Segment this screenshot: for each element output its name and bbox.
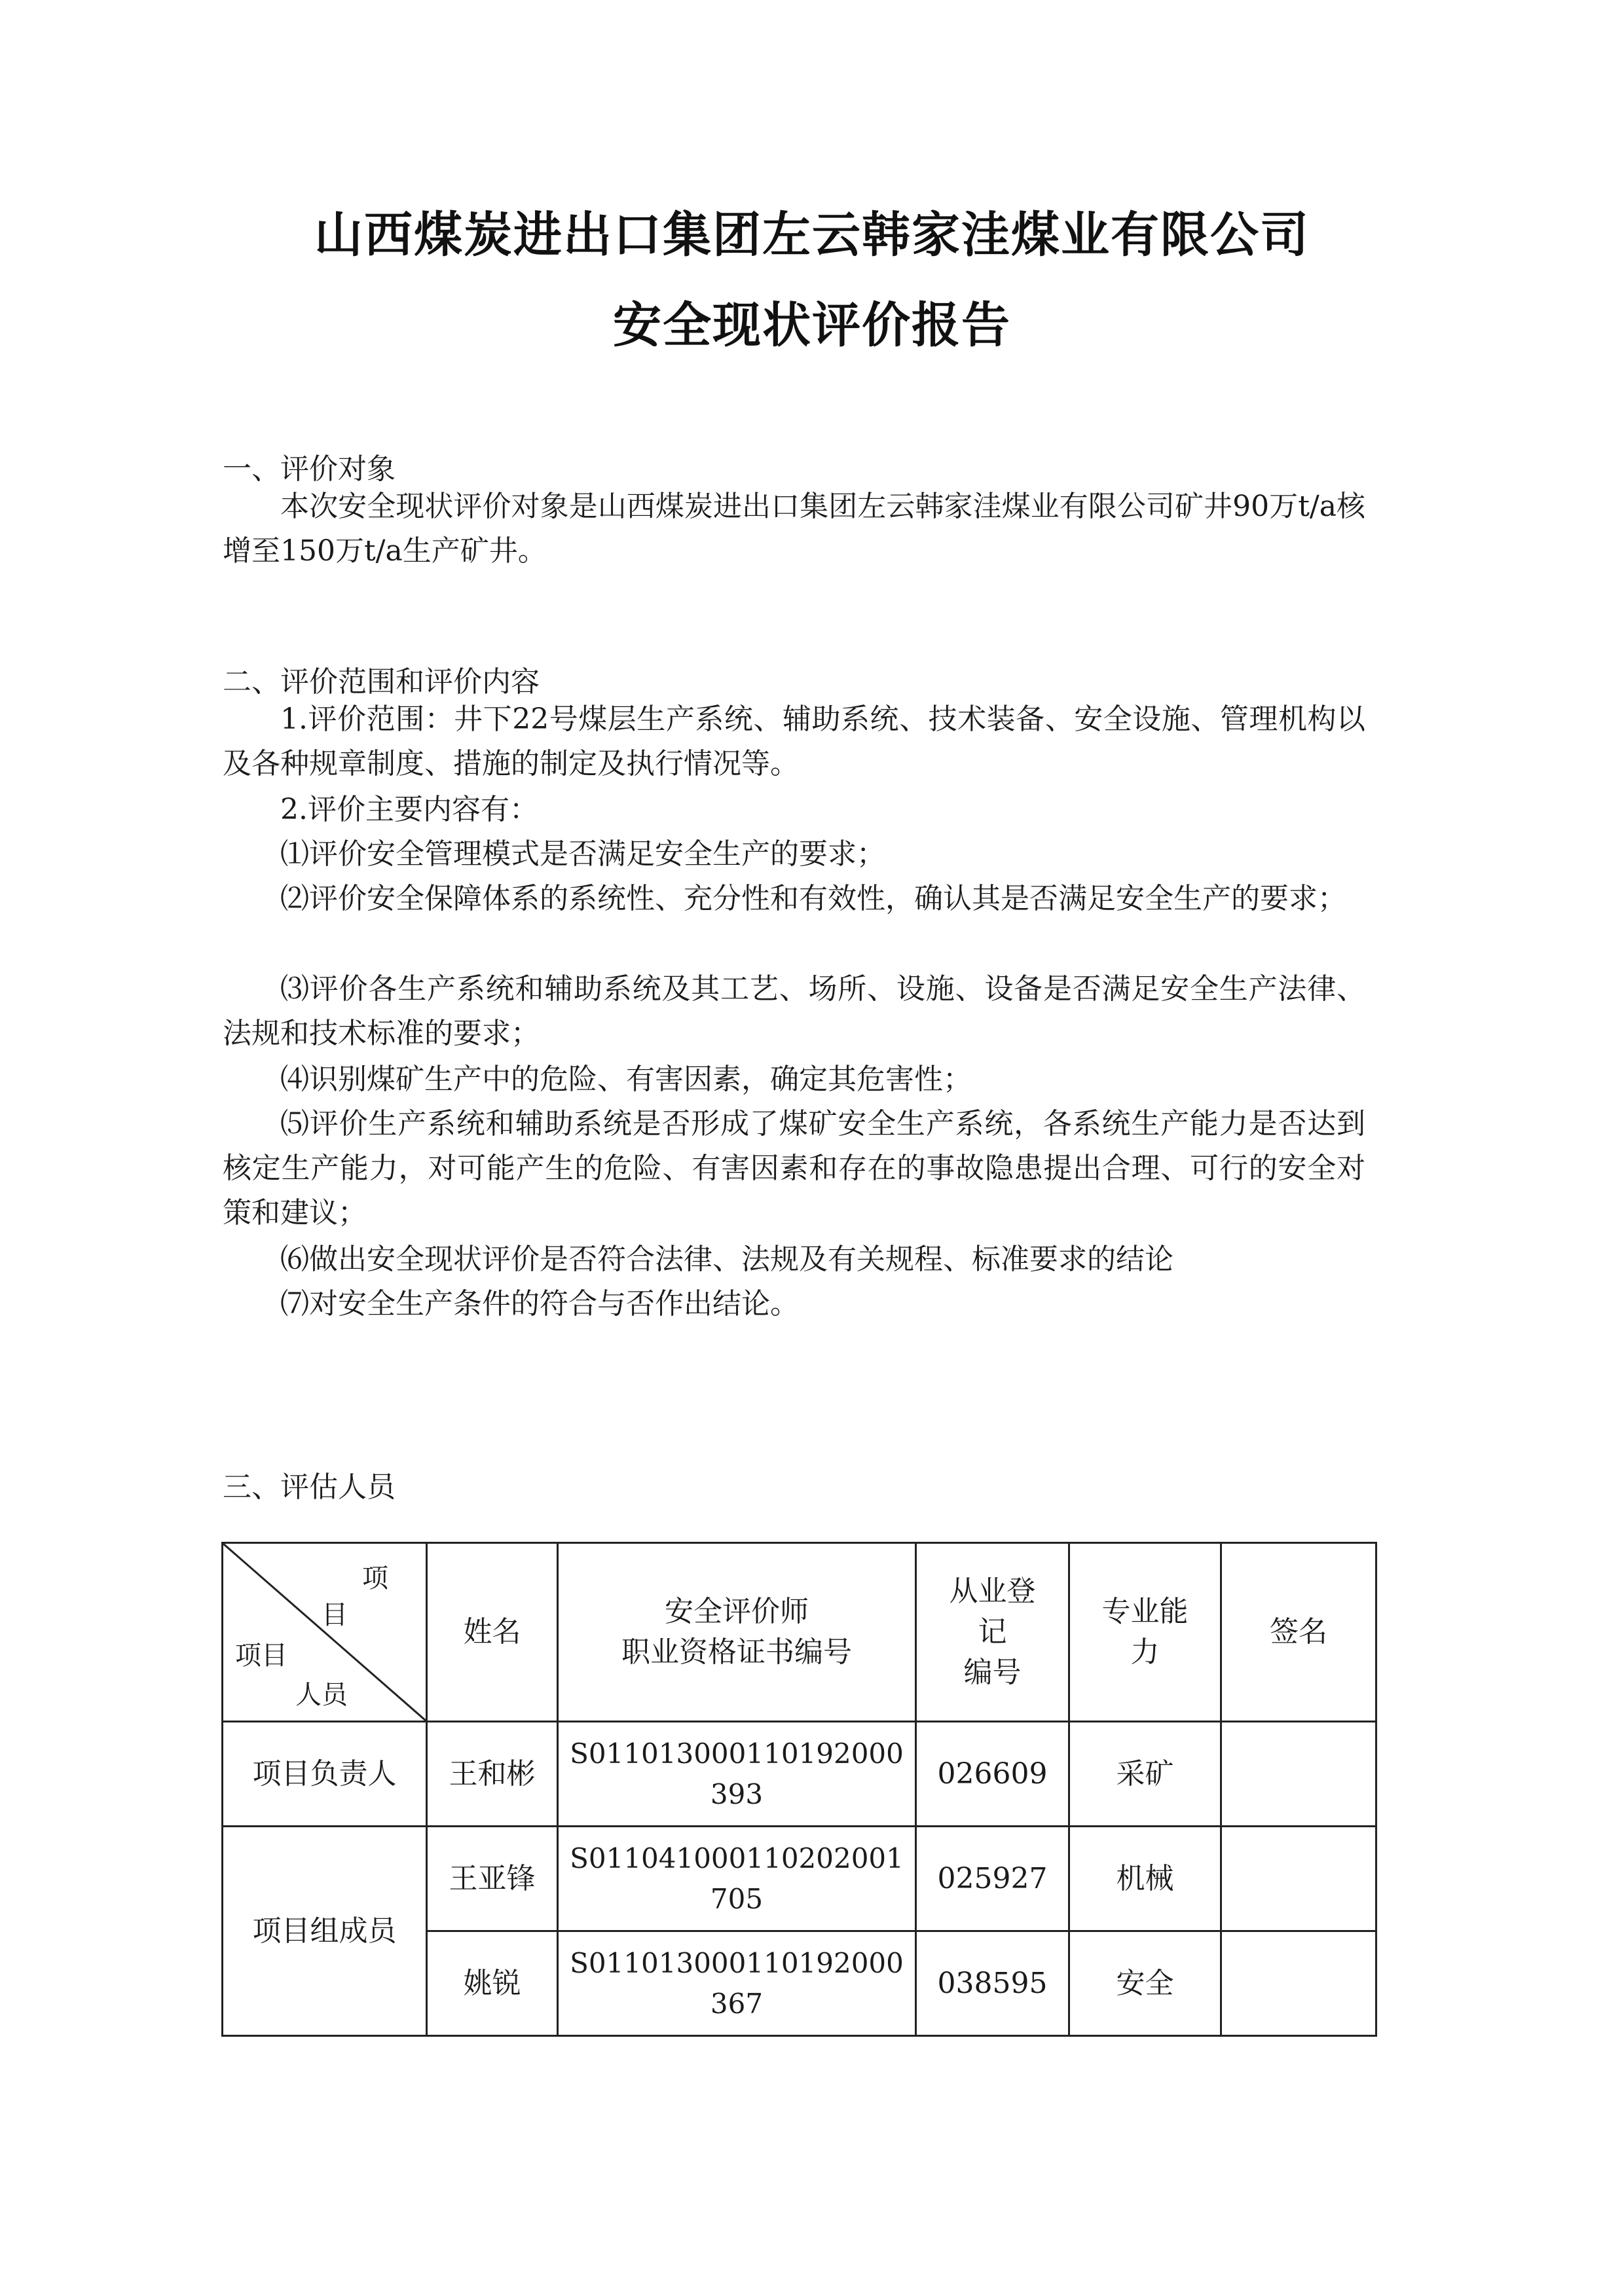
section3-heading: 三、评估人员 xyxy=(223,1470,396,1504)
row2-reg: 025927 xyxy=(916,1827,1069,1931)
personnel-table xyxy=(221,1542,1377,2037)
section2-item-7: ⑺对安全生产条件的符合与否作出结论。 xyxy=(280,1287,799,1321)
section2-main-intro: 2.评价主要内容有： xyxy=(280,793,538,826)
row2-skill: 机械 xyxy=(1069,1827,1221,1931)
section2-heading: 二、评价范围和评价内容 xyxy=(223,665,540,699)
row2-cert: S011041000110202001705 xyxy=(558,1827,916,1931)
section2-item-4: ⑷识别煤矿生产中的危险、有害因素，确定其危害性； xyxy=(280,1063,972,1096)
table-header-row xyxy=(223,1543,1376,1722)
diagonal-header-cell xyxy=(223,1543,427,1722)
table-row xyxy=(223,1722,1376,1827)
header-name: 姓名 xyxy=(427,1543,558,1722)
header-cert-line1: 安全评价师 xyxy=(665,1595,809,1628)
row2-sign xyxy=(1221,1827,1376,1931)
header-sign: 签名 xyxy=(1221,1543,1376,1722)
section2-item-6: ⑹做出安全现状评价是否符合法律、法规及有关规程、标准要求的结论 xyxy=(280,1243,1173,1276)
diag-label-top-1: 项 xyxy=(362,1563,388,1594)
header-skill-line2: 力 xyxy=(1130,1635,1160,1669)
diag-label-bottom-1: 项目 xyxy=(235,1641,287,1671)
header-skill xyxy=(1069,1543,1221,1722)
section1-heading: 一、评价对象 xyxy=(223,452,396,486)
report-title-line1: 山西煤炭进出口集团左云韩家洼煤业有限公司 xyxy=(314,207,1310,263)
group-leader-cell: 项目负责人 xyxy=(223,1722,427,1827)
row1-skill: 采矿 xyxy=(1069,1722,1221,1827)
diag-label-bottom-2: 人员 xyxy=(295,1680,348,1710)
section2-scope: 1.评价范围：井下22号煤层生产系统、辅助系统、技术装备、安全设施、管理机构以及各种规章制度、措施的制定及执行情况等。 xyxy=(223,702,1365,780)
row1-reg: 026609 xyxy=(916,1722,1069,1827)
row1-sign xyxy=(1221,1722,1376,1827)
section2-item-2: ⑵评价安全保障体系的系统性、充分性和有效性，确认其是否满足安全生产的要求； xyxy=(280,882,1346,915)
row1-name: 王和彬 xyxy=(427,1722,558,1827)
report-title-line2: 安全现状评价报告 xyxy=(613,297,1011,354)
row2-name: 王亚锋 xyxy=(427,1827,558,1931)
row3-skill: 安全 xyxy=(1069,1931,1221,2036)
header-cert xyxy=(558,1543,916,1722)
header-reg xyxy=(916,1543,1069,1722)
header-reg-line3: 编号 xyxy=(963,1656,1022,1689)
row3-sign xyxy=(1221,1931,1376,2036)
diag-label-top-2: 目 xyxy=(322,1600,348,1630)
header-reg-line2: 记 xyxy=(978,1615,1007,1649)
header-skill-line1: 专业能 xyxy=(1101,1595,1189,1628)
table-row xyxy=(223,1827,1376,1931)
header-cert-line2: 职业资格证书编号 xyxy=(621,1635,852,1669)
section2-item-1: ⑴评价安全管理模式是否满足安全生产的要求； xyxy=(280,837,885,871)
row3-name: 姚锐 xyxy=(427,1931,558,2036)
row3-cert: S011013000110192000367 xyxy=(558,1931,916,2036)
section1-paragraph: 本次安全现状评价对象是山西煤炭进出口集团左云韩家洼煤业有限公司矿井90万t/a核增至150万t/a生产矿井。 xyxy=(223,490,1365,568)
section2-item-5: ⑸评价生产系统和辅助系统是否形成了煤矿安全生产系统，各系统生产能力是否达到核定生产能力，对可能产生的危险、有害因素和存在的事故隐患提出合理、可行的安全对策和建议； xyxy=(223,1107,1365,1230)
section2-item-3: ⑶评价各生产系统和辅助系统及其工艺、场所、设施、设备是否满足安全生产法律、法规和技术标准的要求； xyxy=(223,972,1365,1050)
row3-reg: 038595 xyxy=(916,1931,1069,2036)
row1-cert: S011013000110192000393 xyxy=(558,1722,916,1827)
group-members-cell: 项目组成员 xyxy=(223,1827,427,2036)
header-reg-line1: 从业登 xyxy=(949,1575,1036,1608)
